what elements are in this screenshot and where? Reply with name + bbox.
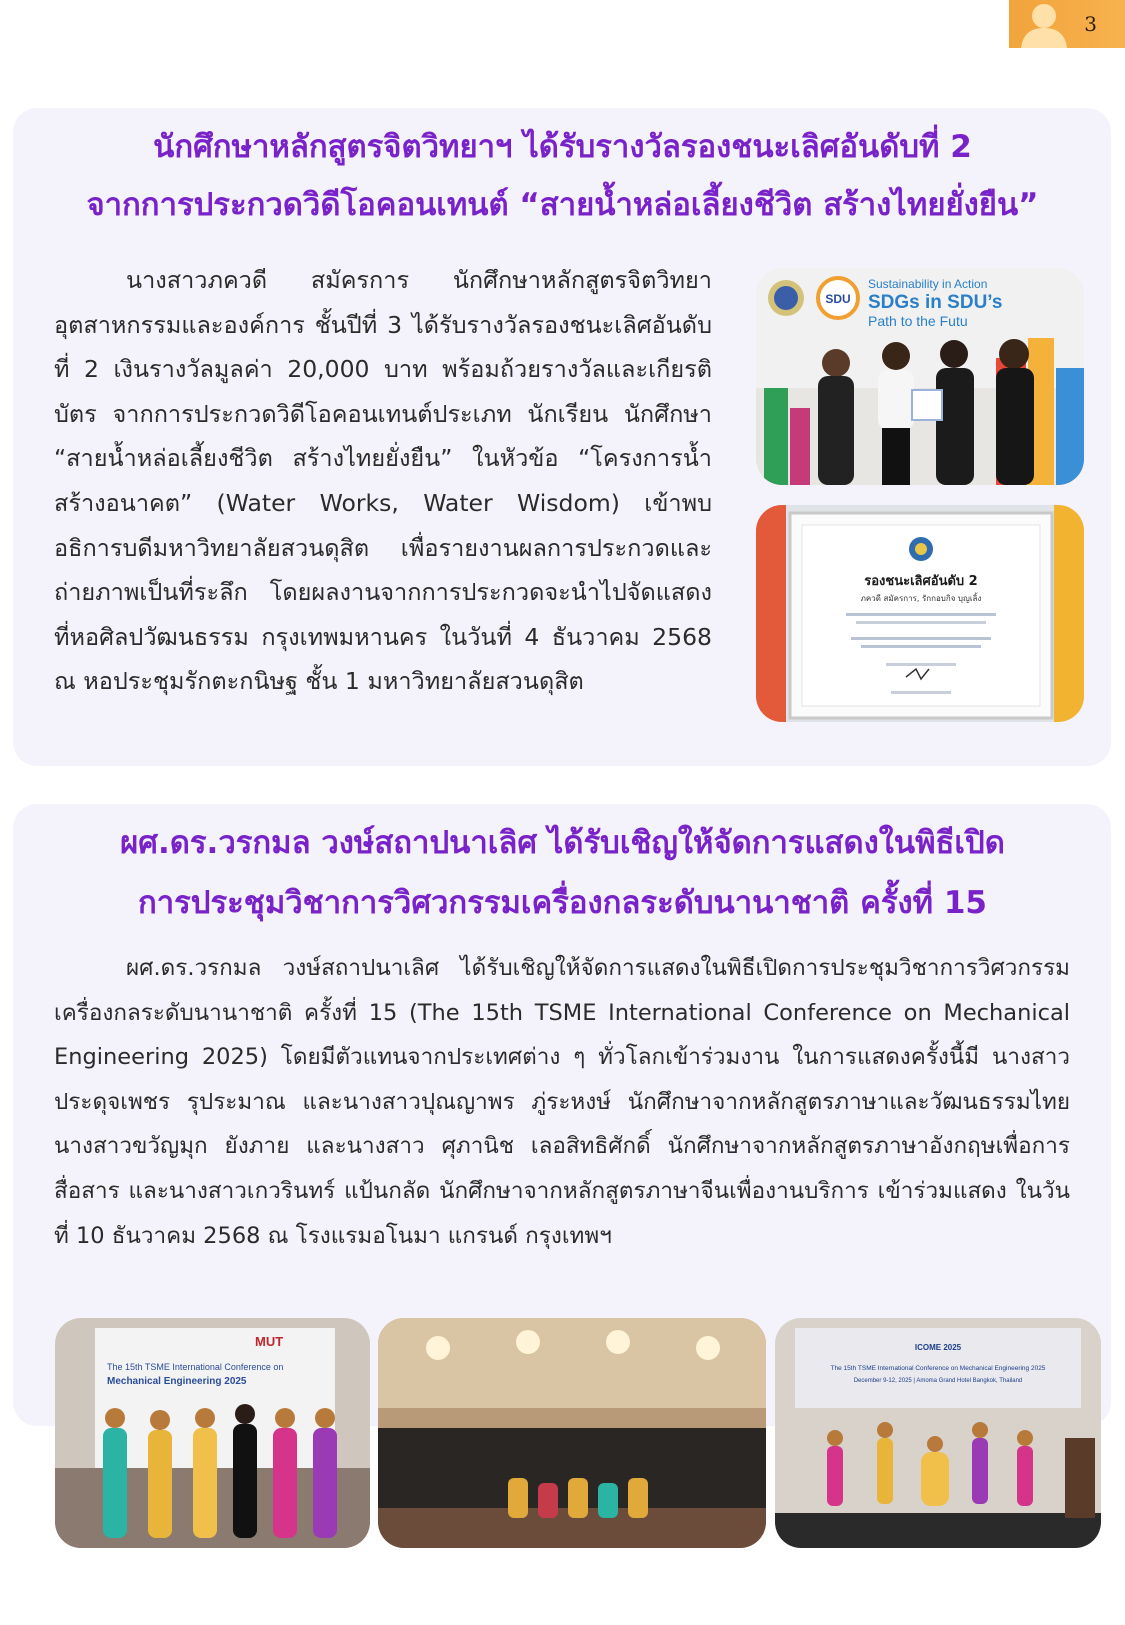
award-ceremony-photo (756, 268, 1084, 485)
conference-crowd-photo (378, 1318, 766, 1548)
stage-banner-line-1: The 15th TSME International Conference on Mechanical Engineering 2025 (830, 1365, 1046, 1372)
stage-performance-photo (775, 1318, 1101, 1548)
poster-brand: MUT (255, 1334, 284, 1349)
article-body-award: นางสาวภควดี สมัครการ นักศึกษาหลักสูตรจิตวิทยาอุตสาหกรรมและองค์การ ชั้นปีที่ 3 ได้รับรางวัลรองชนะเลิศอันดับที่ 2 เงินรางวัลมูลค่า 20,000 บาท พร้อมถ้วยรางวัลและเกียรติบัตร จากการประกวดวิดีโอคอนเทนต์ประเภท นักเรียน นักศึกษา “สายน้ำหล่อเลี้ยงชีวิต สร้างไทยยั่งยืน” ในหัวข้อ “โครงการน้ำสร้างอนาคต” (Water Works, Water Wisdom) เข้าพบอธิการบดีมหาวิทยาลัยสวนดุสิต เพื่อรายงานผลการประกวดและถ่ายภาพเป็นที่ระลึก โดยผลงานจากการประกวดจะนำไปจัดแสดงที่หอศิลปวัฒนธรรม กรุงเทพมหานคร ในวันที่ 4 ธันวาคม 2568 ณ หอประชุมรักตะกนิษฐ ชั้น 1 มหาวิทยาลัยสวนดุสิต (54, 266, 712, 696)
dancers-group-photo (55, 1318, 370, 1548)
article-title-line-2: การประชุมวิชาการวิศวกรรมเครื่องกลระดับนานาชาติ ครั้งที่ 15 (137, 885, 988, 921)
stage-banner-logo: ICOME 2025 (914, 1343, 962, 1352)
page-number-tab (1009, 0, 1125, 48)
sdu-logo-text: SDU (825, 292, 851, 306)
article-title-line-1: นักศึกษาหลักสูตรจิตวิทยาฯ ได้รับรางวัลรองชนะเลิศอันดับที่ 2 (153, 129, 972, 165)
page-number: 3 (1084, 12, 1097, 36)
certificate-title: รองชนะเลิศอันดับ 2 (864, 574, 978, 589)
article-title-line-1: ผศ.ดร.วรกมล วงษ์สถาปนาเลิศ ได้รับเชิญให้จัดการแสดงในพิธีเปิด (120, 825, 1005, 861)
poster-line-1: The 15th TSME International Conference on (107, 1362, 284, 1372)
article-title-line-2: จากการประกวดวิดีโอคอนเทนต์ “สายน้ำหล่อเลี้ยงชีวิต สร้างไทยยั่งยืน” (86, 187, 1039, 223)
banner-line-1: Sustainability in Action (868, 277, 988, 291)
certificate-photo (756, 505, 1084, 722)
banner-line-2: SDGs in SDU’s (868, 292, 1003, 313)
article-body-performance: ผศ.ดร.วรกมล วงษ์สถาปนาเลิศ ได้รับเชิญให้จัดการแสดงในพิธีเปิดการประชุมวิชาการวิศวกรรมเครื่องกลระดับนานาชาติ ครั้งที่ 15 (The 15th TSME International Conference on Mechanical Engineering 2025) โดยมีตัวแทนจากประเทศต่าง ๆ ทั่วโลกเข้าร่วมงาน ในการแสดงครั้งนี้มี นางสาวประดุจเพชร รุประมาณ และนางสาวปุณญาพร ภู่ระหงษ์ นักศึกษาจากหลักสูตรภาษาและวัฒนธรรมไทย นางสาวขวัญมุก ยังภาย และนางสาว ศุภานิช เลอสิทธิศักดิ์ นักศึกษาจากหลักสูตรภาษาอังกฤษเพื่อการสื่อสาร และนางสาวเกวรินทร์ แป้นกลัด นักศึกษาจากหลักสูตรภาษาจีนเพื่องานบริการ เข้าร่วมแสดง ในวันที่ 10 ธันวาคม 2568 ณ โรงแรมอโนมา แกรนด์ กรุงเทพฯ (54, 955, 1070, 1249)
banner-line-3: Path to the Futu (868, 313, 968, 329)
stage-banner-line-2: December 9-12, 2025 | Amoma Grand Hotel Bangkok, Thailand (853, 1378, 1023, 1384)
poster-line-2: Mechanical Engineering 2025 (107, 1376, 247, 1387)
person-silhouette-icon (1019, 0, 1069, 48)
certificate-names: ภควดี สมัครการ, รักกอบกิจ บุญเลิ้ง (860, 594, 982, 603)
